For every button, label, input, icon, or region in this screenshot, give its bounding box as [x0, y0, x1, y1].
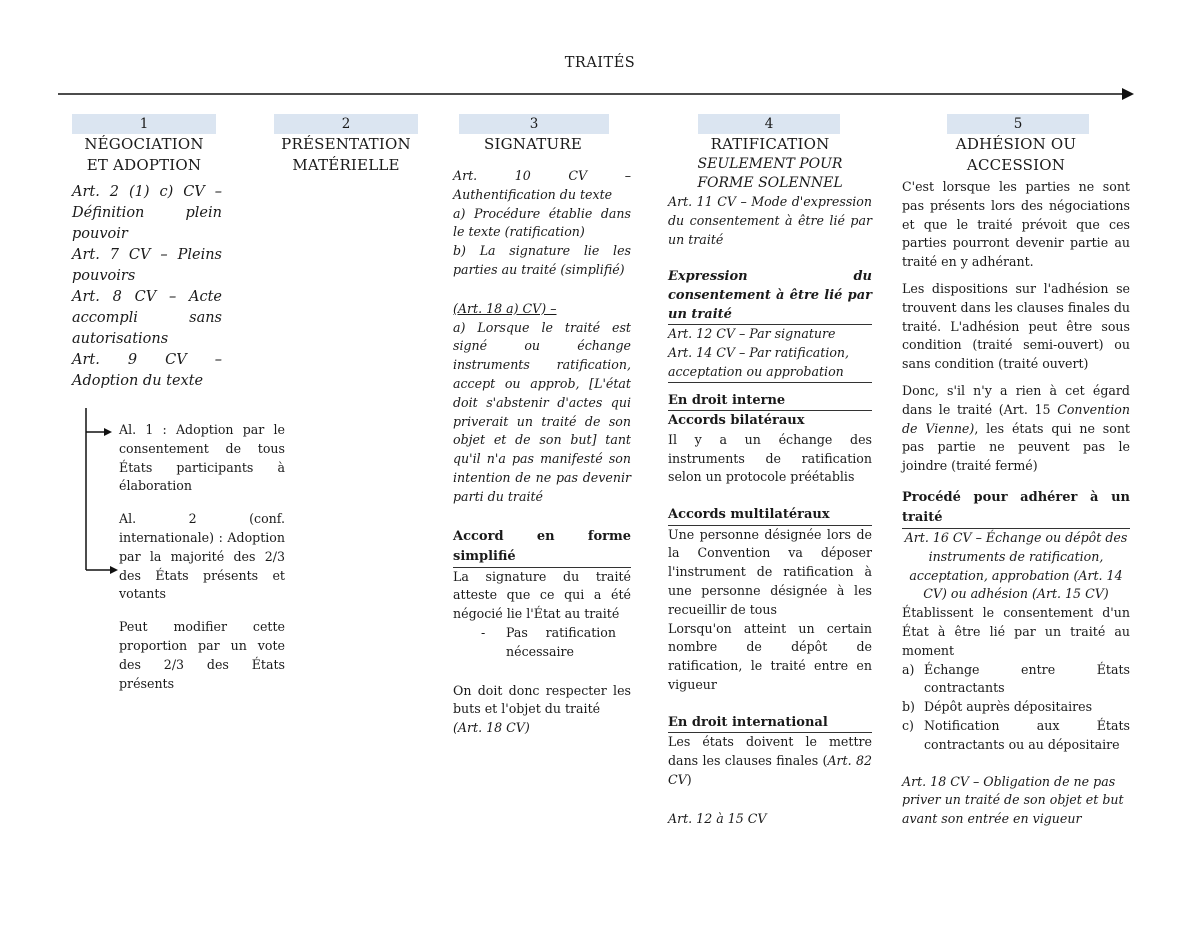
- articles-block: Art. 2 (1) c) CV – Définition plein pouvoir Art. 7 CV – Pleins pouvoirs Art. 8 CV – Acte accompli sans autorisations Art. 9 CV – Adoption du texte: [72, 184, 222, 389]
- list-item: - Pas ratification nécessaire: [481, 624, 616, 659]
- column-negociation: [72, 114, 224, 392]
- accord-block: La signature du traité atteste que ce qui a été négocié lie l'État au traité - Pas ratification nécessaire On doit donc respecter les buts et l'objet du traité (Art. 18 CV): [453, 568, 631, 736]
- bilateraux-heading: Accords bilatéraux: [668, 413, 805, 429]
- droit-international-heading: En droit international: [668, 713, 872, 734]
- column-heading: ADHÉSION OU ACCESSION: [955, 135, 1077, 174]
- alinea-2: Al. 2 (conf. internationale) : Adoption par la majorité des 2/3 des États présents et votants: [119, 511, 285, 602]
- multilateraux-text: Une personne désignée lors de la Convention va déposer l'instrument de ratification à une personne désignée à les recueillir de tous Lorsqu'on atteint un certain nombre de dépôt de ratification, le traité entre en vigueur: [668, 526, 872, 693]
- step-number: 3: [459, 114, 609, 134]
- modalites-list: [902, 661, 1130, 755]
- step-number: 5: [947, 114, 1089, 134]
- art11-block: Art. 11 CV – Mode d'expression du consentement à être lié par un traité: [668, 194, 872, 247]
- accord-heading: Accord en forme simplifié: [453, 527, 631, 568]
- column-adhesion: [902, 114, 1130, 829]
- list-item: c) Notification aux États contractants ou au dépositaire: [902, 717, 1130, 752]
- art10-block: Art. 10 CV – Authentification du texte a) Procédure établie dans le texte (ratification) b) La signature lie les parties au traité (simplifié): [453, 168, 631, 277]
- ratification-subheading: SEULEMENT POUR FORME SOLENNEL: [697, 156, 843, 191]
- list-item: a) Échange entre États contractants: [902, 661, 1130, 696]
- alinea-block: [119, 421, 285, 693]
- etablissent-text: Établissent le consentement d'un État à être lié par un traité au moment: [902, 605, 1130, 658]
- art16-block: Art. 16 CV – Échange ou dépôt des instruments de ratification, acceptation, approbation (Art. 14 CV) ou adhésion (Art. 15 CV): [904, 529, 1128, 602]
- column-presentation: [274, 114, 418, 176]
- adhesion-text: C'est lorsque les parties ne sont pas présents lors des négociations et que le traité prévoit que ces parties pourront devenir partie au traité en y adhérant. Les dispositions sur l'adhésion se trouvent dans les clauses finales du traité. L'adhésion peut être sous condition (traité semi-ouvert) ou sans condition (traité ouvert) Donc, s'il n'y a rien à cet égard dans le traité (Art. 15 Convention de Vienne), les états qui ne sont pas partie ne peuvent pas le joindre (traité fermé): [902, 179, 1130, 474]
- art18-block: (Art. 18 a) CV) – a) Lorsque le traité est signé ou échange instruments ratification, accept ou approb, [L'état doit s'abstenir d'actes qui priverait un traité de son objet et de son but] tant qu'il n'a pas manifesté son intention de ne pas devenir parti du traité: [453, 300, 631, 504]
- column-signature: [453, 114, 631, 738]
- step-number: 4: [698, 114, 840, 134]
- droit-interne-heading: En droit interne: [668, 391, 872, 412]
- list-item: b) Dépôt auprès dépositaires: [902, 699, 1093, 715]
- art18-obligation: Art. 18 CV – Obligation de ne pas priver un traité de son objet et but avant son entrée en vigueur: [902, 773, 1124, 827]
- column-heading: PRÉSENTATION MATÉRIELLE: [281, 135, 411, 174]
- step-number: 2: [274, 114, 418, 134]
- bracket-arrows: [84, 408, 124, 578]
- column-heading: NÉGOCIATION ET ADOPTION: [84, 135, 204, 174]
- expression-heading: Expression du consentement à être lié par un traité: [668, 267, 872, 325]
- procede-heading: Procédé pour adhérer à un traité: [902, 488, 1130, 529]
- timeline-arrow: [58, 84, 1138, 104]
- modification-note: Peut modifier cette proportion par un vote des 2/3 des États présents: [119, 619, 285, 691]
- column-heading: RATIFICATION: [710, 135, 830, 153]
- multilateraux-heading: Accords multilatéraux: [668, 505, 872, 526]
- bilateraux-text: Il y a un échange des instruments de ratification selon un protocole préétablis: [668, 431, 872, 485]
- art12-art14-block: Art. 12 CV – Par signature Art. 14 CV – Par ratification, acceptation ou approbation: [668, 325, 872, 382]
- alinea-1: Al. 1 : Adoption par le consentement de tous États participants à élaboration: [119, 422, 285, 494]
- droit-international-text: Les états doivent le mettre dans les clauses finales (Art. 82 CV): [668, 734, 872, 787]
- column-heading: SIGNATURE: [483, 135, 582, 153]
- column-ratification: [668, 114, 872, 829]
- step-number: 1: [72, 114, 216, 134]
- diagram-title: TRAITÉS: [564, 55, 636, 71]
- art12-15: Art. 12 à 15 CV: [668, 810, 767, 826]
